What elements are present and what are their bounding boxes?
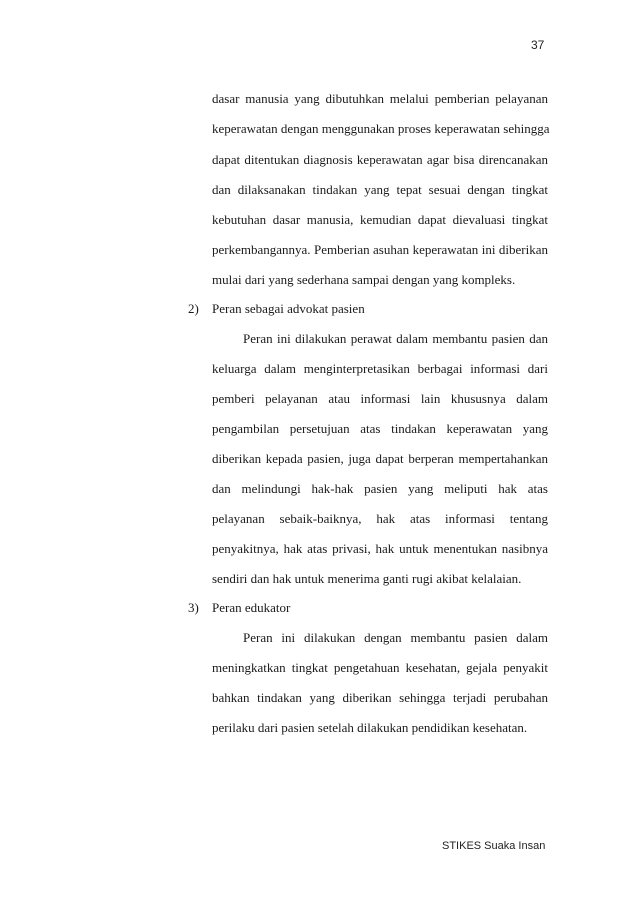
text-line: keluarga dalam menginterpretasikan berbagai informasi dari	[212, 361, 548, 376]
text-line: dapat ditentukan diagnosis keperawatan agar bisa direncanakan	[212, 152, 548, 167]
text-line: perilaku dari pasien setelah dilakukan pendidikan kesehatan.	[212, 720, 528, 735]
text-line: Peran ini dilakukan perawat dalam membantu pasien dan	[243, 331, 548, 346]
footer-institution: STIKES Suaka Insan	[442, 840, 546, 852]
text-line: pelayanan sebaik-baiknya, hak atas informasi tentang	[212, 511, 548, 526]
text-line: dan dilaksanakan tindakan yang tepat sesuai dengan tingkat	[212, 182, 548, 197]
text-line: kebutuhan dasar manusia, kemudian dapat dievaluasi tingkat	[212, 212, 548, 227]
text-line: perkembangannya. Pemberian asuhan keperawatan ini diberikan	[212, 242, 548, 257]
text-line: diberikan kepada pasien, juga dapat berperan mempertahankan	[212, 451, 548, 466]
list-item-title: Peran sebagai advokat pasien	[212, 301, 365, 316]
text-line: pemberi pelayanan atau informasi lain khususnya dalam	[212, 391, 548, 406]
text-line: dan melindungi hak-hak pasien yang meliputi hak atas	[212, 481, 548, 496]
text-line: mulai dari yang sederhana sampai dengan yang kompleks.	[212, 272, 516, 287]
list-item-title: Peran edukator	[212, 600, 291, 615]
text-line: sendiri dan hak untuk menerima ganti rugi akibat kelalaian.	[212, 571, 522, 586]
text-line: dasar manusia yang dibutuhkan melalui pemberian pelayanan	[212, 91, 548, 106]
text-line: Peran ini dilakukan dengan membantu pasien dalam	[243, 630, 548, 645]
list-item-number: 2)	[188, 301, 199, 316]
page-number: 37	[531, 38, 545, 52]
list-item-number: 3)	[188, 600, 199, 615]
text-line: penyakitnya, hak atas privasi, hak untuk menentukan nasibnya	[212, 541, 548, 556]
text-line: keperawatan dengan menggunakan proses keperawatan sehingga	[212, 121, 550, 136]
text-line: meningkatkan tingkat pengetahuan kesehatan, gejala penyakit	[212, 660, 548, 675]
text-line: pengambilan persetujuan atas tindakan keperawatan yang	[212, 421, 548, 436]
text-line: bahkan tindakan yang diberikan sehingga terjadi perubahan	[212, 690, 548, 705]
